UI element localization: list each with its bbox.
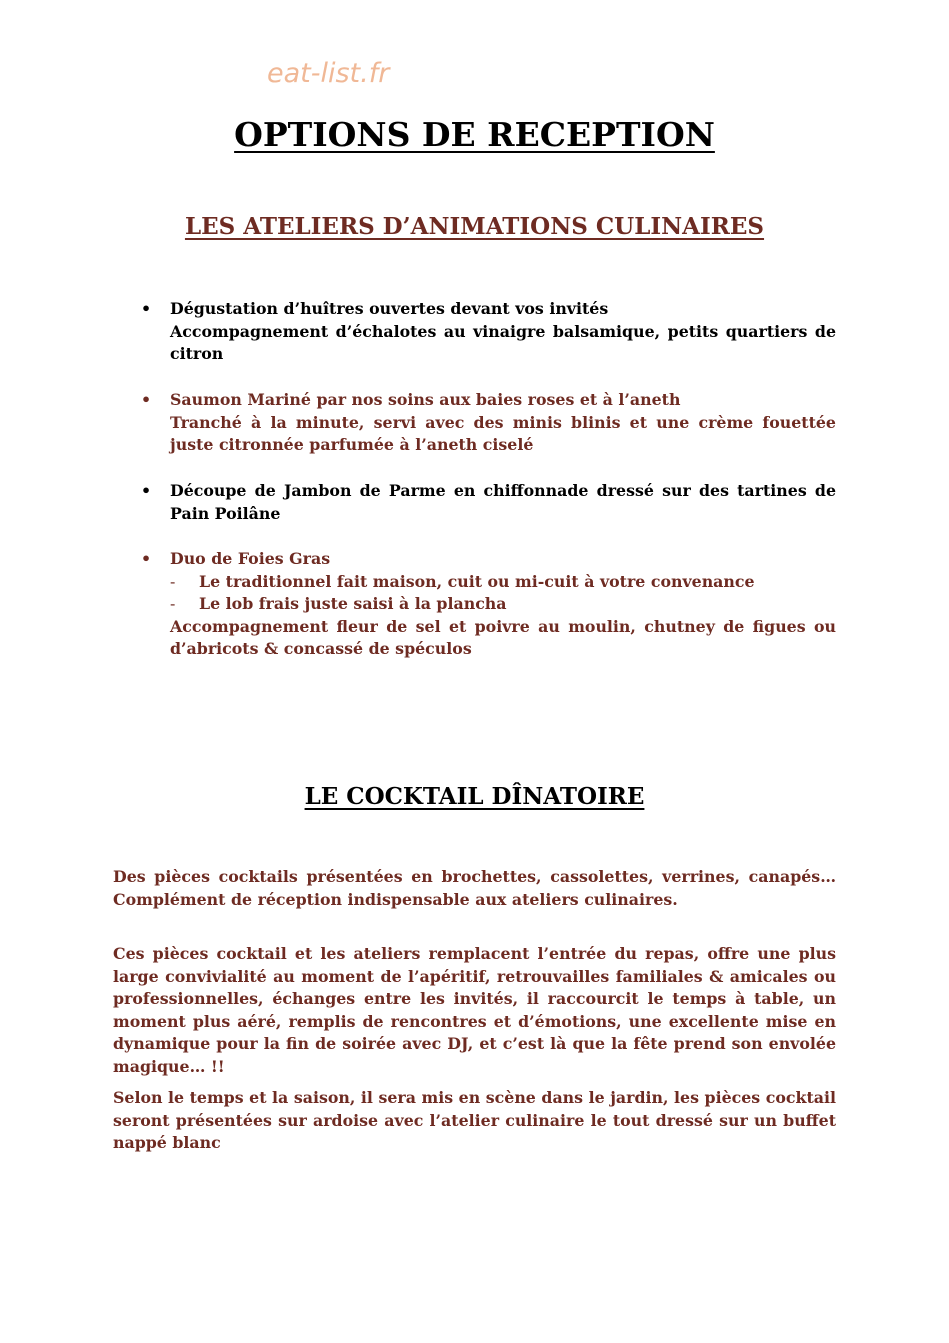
item-title: Dégustation d’huîtres ouvertes devant vos invités <box>170 299 609 318</box>
sub-item-text: Le lob frais juste saisi à la plancha <box>199 594 507 613</box>
cocktail-paragraph-3: Selon le temps et la saison, il sera mis en scène dans le jardin, les pièces cocktail seront présentées sur ardoise avec l’atelier culinaire le tout dressé sur un buffet nappé blanc <box>113 1088 836 1152</box>
cocktail-heading: LE COCKTAIL DÎNATOIRE <box>304 783 645 810</box>
item-title: Saumon Mariné par nos soins aux baies roses et à l’aneth <box>170 390 681 409</box>
dash-icon: - <box>170 571 176 591</box>
list-item-salmon <box>141 389 836 457</box>
item-title: Découpe de Jambon de Parme en chiffonnade dressé sur des tartines de Pain Poilâne <box>170 481 836 523</box>
sub-item <box>170 571 836 594</box>
item-description: Tranché à la minute, servi avec des minis blinis et une crème fouettée juste citronnée parfumée à l’aneth ciselé <box>170 412 836 454</box>
bullet-icon: • <box>141 481 152 500</box>
cocktail-paragraph-1: Des pièces cocktails présentées en brochettes, cassolettes, verrines, canapés…Complément de réception indispensable aux ateliers culinaires. <box>113 867 836 909</box>
sub-item-text: Le traditionnel fait maison, cuit ou mi-cuit à votre convenance <box>199 571 755 591</box>
list-item-ham <box>141 480 836 525</box>
bullet-icon: • <box>141 299 152 318</box>
cocktail-paragraph-2: Ces pièces cocktail et les ateliers remplacent l’entrée du repas, offre une plus large convivialité au moment de l’apéritif, retrouvailles familiales & amicales ou professionnelles, échanges entre les invités, il raccourcit le temps à table, un moment plus aéré, remplis de rencontres et d’émotions, une excellente mise en dynamique pour la fin de soirée avec DJ, et c’est là que la fête prend son envolée magique… !! <box>113 944 836 1076</box>
item-title: Duo de Foies Gras <box>170 549 331 568</box>
bullet-icon: • <box>141 549 152 568</box>
dash-icon: - <box>170 594 176 613</box>
ateliers-heading: LES ATELIERS D’ANIMATIONS CULINAIRES <box>184 213 765 240</box>
bullet-icon: • <box>141 390 152 409</box>
item-description: Accompagnement fleur de sel et poivre au moulin, chutney de figues ou d’abricots & concassé de spéculos <box>170 616 836 658</box>
page-title: OPTIONS DE RECEPTION <box>234 115 715 154</box>
sub-item <box>170 593 836 616</box>
list-item-oysters <box>141 298 836 366</box>
watermark: eat-list.fr <box>267 58 390 89</box>
list-item-foie-gras <box>141 548 836 661</box>
item-description: Accompagnement d’échalotes au vinaigre balsamique, petits quartiers de citron <box>170 321 836 363</box>
